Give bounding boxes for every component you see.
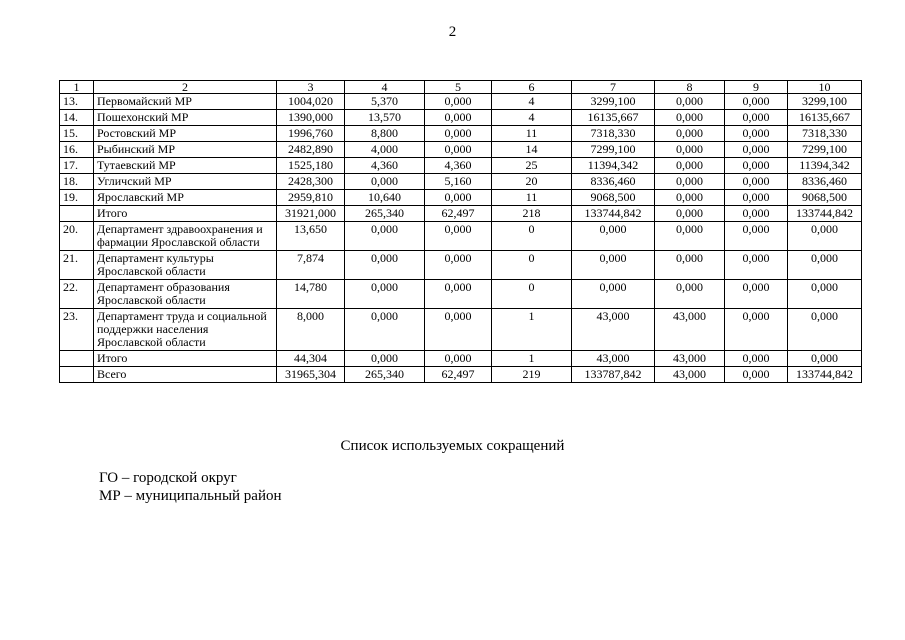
- value-cell: 0,000: [655, 280, 725, 309]
- value-cell: 1: [492, 309, 572, 351]
- value-cell: 0,000: [788, 251, 862, 280]
- value-cell: 0,000: [655, 158, 725, 174]
- value-cell: 43,000: [572, 351, 655, 367]
- table-row: [60, 110, 862, 126]
- value-cell: 0,000: [725, 190, 788, 206]
- value-cell: 0,000: [345, 351, 425, 367]
- value-cell: 8336,460: [788, 174, 862, 190]
- value-cell: 0,000: [345, 174, 425, 190]
- value-cell: 7299,100: [572, 142, 655, 158]
- value-cell: 43,000: [655, 367, 725, 383]
- value-cell: 265,340: [345, 367, 425, 383]
- value-cell: 0,000: [788, 351, 862, 367]
- table-row: [60, 190, 862, 206]
- value-cell: 11: [492, 126, 572, 142]
- row-number-cell: 17.: [60, 158, 94, 174]
- value-cell: 0,000: [425, 142, 492, 158]
- table-row: [60, 94, 862, 110]
- header-cell: 5: [425, 81, 492, 94]
- value-cell: 0,000: [655, 142, 725, 158]
- value-cell: 0,000: [725, 251, 788, 280]
- value-cell: 0,000: [425, 251, 492, 280]
- value-cell: 16135,667: [572, 110, 655, 126]
- value-cell: 13,650: [277, 222, 345, 251]
- value-cell: 133744,842: [788, 206, 862, 222]
- value-cell: 13,570: [345, 110, 425, 126]
- value-cell: 218: [492, 206, 572, 222]
- row-number-cell: 20.: [60, 222, 94, 251]
- table-row: [60, 206, 862, 222]
- value-cell: 0,000: [655, 222, 725, 251]
- value-cell: 0,000: [725, 174, 788, 190]
- value-cell: 0,000: [425, 110, 492, 126]
- value-cell: 8,800: [345, 126, 425, 142]
- value-cell: 0,000: [425, 309, 492, 351]
- row-name-cell: Пошехонский МР: [94, 110, 277, 126]
- row-name-cell: Департамент здравоохранения и фармации Ярославской области: [94, 222, 277, 251]
- value-cell: 14: [492, 142, 572, 158]
- value-cell: 16135,667: [788, 110, 862, 126]
- value-cell: 4: [492, 94, 572, 110]
- value-cell: 25: [492, 158, 572, 174]
- value-cell: 0,000: [725, 110, 788, 126]
- row-number-cell: 19.: [60, 190, 94, 206]
- header-cell: 4: [345, 81, 425, 94]
- value-cell: 0,000: [655, 94, 725, 110]
- value-cell: 0,000: [788, 309, 862, 351]
- value-cell: 2959,810: [277, 190, 345, 206]
- row-number-cell: 16.: [60, 142, 94, 158]
- value-cell: 11: [492, 190, 572, 206]
- row-name-cell: Первомайский МР: [94, 94, 277, 110]
- row-name-cell: Департамент образования Ярославской области: [94, 280, 277, 309]
- value-cell: 43,000: [655, 351, 725, 367]
- value-cell: 0: [492, 222, 572, 251]
- value-cell: 2428,300: [277, 174, 345, 190]
- value-cell: 43,000: [572, 309, 655, 351]
- row-name-cell: Департамент культуры Ярославской области: [94, 251, 277, 280]
- value-cell: 11394,342: [788, 158, 862, 174]
- value-cell: 0,000: [655, 251, 725, 280]
- value-cell: 8,000: [277, 309, 345, 351]
- table-row: [60, 158, 862, 174]
- value-cell: 3299,100: [788, 94, 862, 110]
- value-cell: 0,000: [725, 158, 788, 174]
- value-cell: 0,000: [725, 206, 788, 222]
- value-cell: 0,000: [345, 222, 425, 251]
- row-name-cell: Итого: [94, 351, 277, 367]
- value-cell: 0,000: [788, 280, 862, 309]
- value-cell: 5,160: [425, 174, 492, 190]
- value-cell: 62,497: [425, 206, 492, 222]
- value-cell: 0,000: [655, 190, 725, 206]
- row-name-cell: Ростовский МР: [94, 126, 277, 142]
- table-header-row: [60, 81, 862, 94]
- abbreviation-item: МР – муниципальный район: [99, 488, 282, 504]
- value-cell: 0,000: [655, 126, 725, 142]
- row-name-cell: Тутаевский МР: [94, 158, 277, 174]
- value-cell: 0,000: [725, 94, 788, 110]
- row-name-cell: Угличский МР: [94, 174, 277, 190]
- header-cell: 2: [94, 81, 277, 94]
- value-cell: 20: [492, 174, 572, 190]
- header-cell: 7: [572, 81, 655, 94]
- value-cell: 133744,842: [788, 367, 862, 383]
- value-cell: 31965,304: [277, 367, 345, 383]
- value-cell: 0,000: [725, 280, 788, 309]
- value-cell: 9068,500: [572, 190, 655, 206]
- value-cell: 10,640: [345, 190, 425, 206]
- value-cell: 1004,020: [277, 94, 345, 110]
- value-cell: 133744,842: [572, 206, 655, 222]
- value-cell: 0,000: [425, 351, 492, 367]
- header-cell: 1: [60, 81, 94, 94]
- value-cell: 0,000: [425, 126, 492, 142]
- value-cell: 0,000: [725, 126, 788, 142]
- row-number-cell: 14.: [60, 110, 94, 126]
- abbreviations-title: Список используемых сокращений: [340, 438, 565, 454]
- value-cell: 219: [492, 367, 572, 383]
- row-number-cell: 13.: [60, 94, 94, 110]
- header-cell: 8: [655, 81, 725, 94]
- data-table: [59, 80, 862, 383]
- value-cell: 7318,330: [572, 126, 655, 142]
- value-cell: 0,000: [725, 367, 788, 383]
- value-cell: 265,340: [345, 206, 425, 222]
- value-cell: 4,360: [425, 158, 492, 174]
- row-number-cell: [60, 367, 94, 383]
- value-cell: 0,000: [572, 222, 655, 251]
- row-name-cell: Ярославский МР: [94, 190, 277, 206]
- value-cell: 4,360: [345, 158, 425, 174]
- value-cell: 7318,330: [788, 126, 862, 142]
- value-cell: 0,000: [425, 222, 492, 251]
- value-cell: 9068,500: [788, 190, 862, 206]
- table-row: [60, 351, 862, 367]
- row-number-cell: [60, 206, 94, 222]
- value-cell: 0,000: [655, 174, 725, 190]
- value-cell: 44,304: [277, 351, 345, 367]
- value-cell: 4,000: [345, 142, 425, 158]
- value-cell: 0,000: [425, 280, 492, 309]
- header-cell: 9: [725, 81, 788, 94]
- value-cell: 0,000: [345, 309, 425, 351]
- value-cell: 0,000: [425, 94, 492, 110]
- value-cell: 0,000: [345, 280, 425, 309]
- table-row: [60, 142, 862, 158]
- abbreviation-item: ГО – городской округ: [99, 470, 237, 486]
- row-number-cell: 23.: [60, 309, 94, 351]
- header-cell: 3: [277, 81, 345, 94]
- value-cell: 0,000: [425, 190, 492, 206]
- value-cell: 1996,760: [277, 126, 345, 142]
- table-row: [60, 126, 862, 142]
- value-cell: 3299,100: [572, 94, 655, 110]
- row-name-cell: Итого: [94, 206, 277, 222]
- value-cell: 14,780: [277, 280, 345, 309]
- value-cell: 31921,000: [277, 206, 345, 222]
- table-row: [60, 309, 862, 351]
- row-number-cell: 22.: [60, 280, 94, 309]
- value-cell: 4: [492, 110, 572, 126]
- value-cell: 0,000: [788, 222, 862, 251]
- value-cell: 62,497: [425, 367, 492, 383]
- value-cell: 1390,000: [277, 110, 345, 126]
- value-cell: 2482,890: [277, 142, 345, 158]
- value-cell: 1: [492, 351, 572, 367]
- header-cell: 10: [788, 81, 862, 94]
- row-name-cell: Департамент труда и социальной поддержки населения Ярославской области: [94, 309, 277, 351]
- value-cell: 0,000: [655, 110, 725, 126]
- value-cell: 133787,842: [572, 367, 655, 383]
- value-cell: 11394,342: [572, 158, 655, 174]
- value-cell: 0,000: [725, 309, 788, 351]
- table-row: [60, 367, 862, 383]
- value-cell: 5,370: [345, 94, 425, 110]
- value-cell: 0,000: [725, 351, 788, 367]
- value-cell: 0,000: [345, 251, 425, 280]
- value-cell: 7299,100: [788, 142, 862, 158]
- value-cell: 0: [492, 280, 572, 309]
- value-cell: 0,000: [725, 222, 788, 251]
- table-row: [60, 174, 862, 190]
- table-row: [60, 280, 862, 309]
- row-number-cell: 21.: [60, 251, 94, 280]
- table-row: [60, 222, 862, 251]
- row-number-cell: 18.: [60, 174, 94, 190]
- value-cell: 7,874: [277, 251, 345, 280]
- row-number-cell: [60, 351, 94, 367]
- value-cell: 0,000: [655, 206, 725, 222]
- header-cell: 6: [492, 81, 572, 94]
- row-name-cell: Рыбинский МР: [94, 142, 277, 158]
- row-number-cell: 15.: [60, 126, 94, 142]
- value-cell: 43,000: [655, 309, 725, 351]
- value-cell: 8336,460: [572, 174, 655, 190]
- row-name-cell: Всего: [94, 367, 277, 383]
- value-cell: 1525,180: [277, 158, 345, 174]
- value-cell: 0,000: [572, 251, 655, 280]
- page-number: 2: [448, 24, 457, 40]
- value-cell: 0: [492, 251, 572, 280]
- value-cell: 0,000: [572, 280, 655, 309]
- abbreviations-list: [99, 469, 282, 505]
- table-row: [60, 251, 862, 280]
- value-cell: 0,000: [725, 142, 788, 158]
